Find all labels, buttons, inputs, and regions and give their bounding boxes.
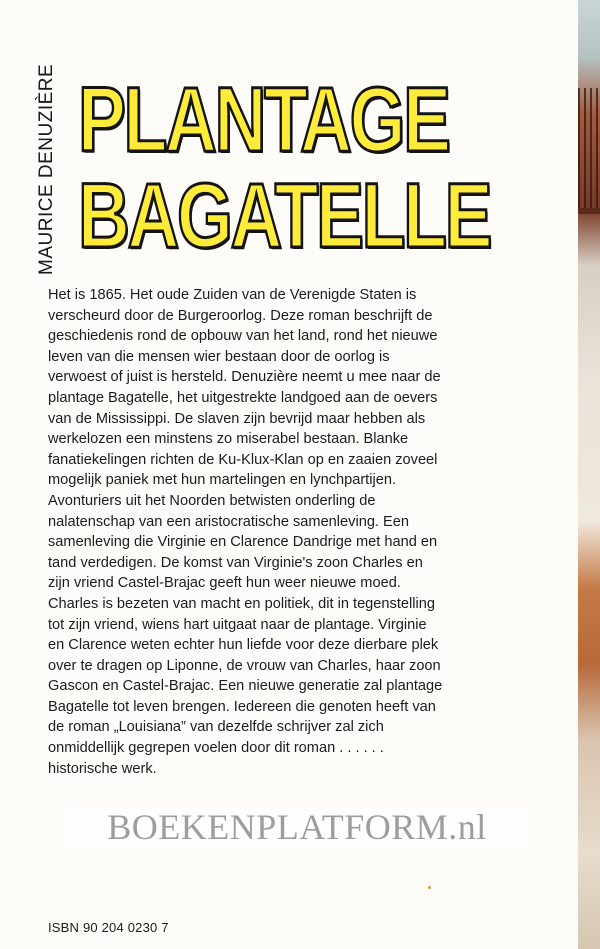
book-title (78, 69, 491, 272)
isbn-number: ISBN 90 204 0230 7 (48, 920, 169, 935)
balcony-beam-image (578, 208, 600, 214)
front-cover-edge-photo (578, 0, 600, 949)
author-name: MAURICE DENUZIÈRE (36, 63, 57, 275)
balcony-railing-image (578, 88, 600, 208)
blurb-paragraph: Het is 1865. Het oude Zuiden van de Verenigde Staten is verscheurd door de Burgeroorlog. Deze roman beschrijft de geschiedenis rond de opbouw van het land, rond het nieuwe leven van die mensen wier bestaan door de oorlog is verwoest of juist is hersteld. Denuzière neemt u mee naar de plantage Bagatelle, het uitgestrekte landgoed aan de oevers van de Mississippi. De slaven zijn bevrijd maar hebben als werkelozen een minstens zo miserabel bestaan. Blanke fanatiekelingen richten de Ku-Klux-Klan op en zaaien zoveel mogelijk paniek met hun martelingen en lynchpartijen. Avonturiers uit het Noorden betwisten onderling de nalatenschap van een aristocratische samenleving. Een samenleving die Virginie en Clarence Dandrige met hand en tand verdedigen. De komst van Virginie's zoon Charles en zijn vriend Castel-Brajac geeft hun weer nieuwe moed. Charles is bezeten van macht en politiek, dit in tegenstelling tot zijn vriend, wiens hart uitgaat naar de plantage. Virginie en Clarence weten echter hun liefde voor deze dierbare plek over te dragen op Liponne, de vrouw van Charles, haar zoon Gascon en Castel-Brajac. Een nieuwe generatie zal plantage Bagatelle tot leven brengen. Iedereen die genoten heeft van de roman „Louisiana” van dezelfde schrijver zal zich onmiddellijk gegrepen voelen door dit roman . . . . . . historische werk. (48, 287, 443, 777)
title-line-1: PLANTAGE (78, 69, 449, 171)
blurb-text (48, 285, 446, 779)
watermark-banner: BOEKENPLATFORM.nl (66, 806, 528, 848)
speck-decoration (428, 886, 431, 889)
title-line-2: BAGATELLE (78, 165, 491, 267)
